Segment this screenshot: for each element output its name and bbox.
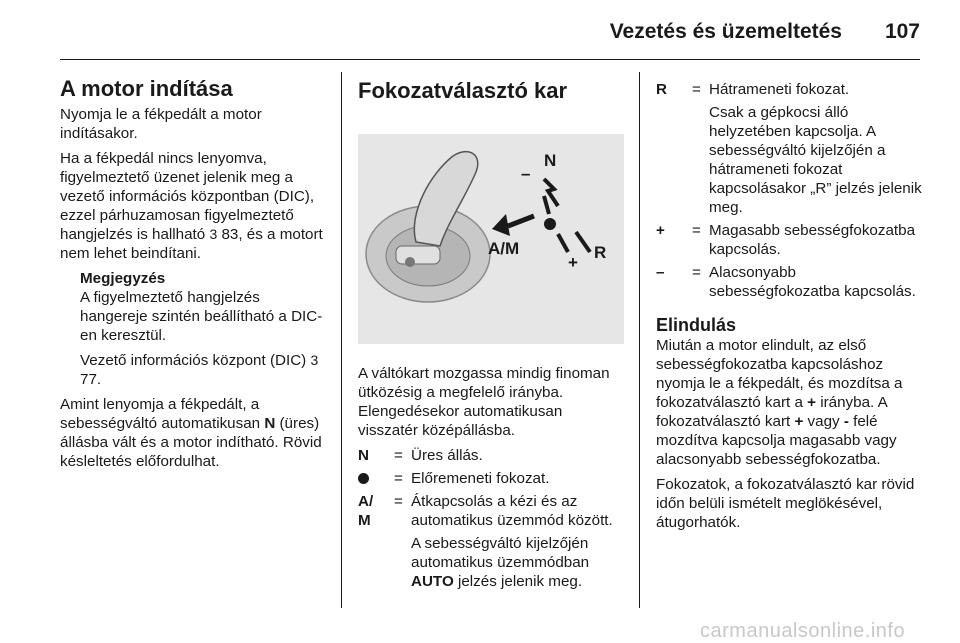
label-am: A/M — [488, 239, 520, 258]
gear-lever-illustration — [358, 134, 624, 344]
paragraph: Miután a motor elindult, az első sebességfokozatba kapcsoláshoz nyomja le a fékpedált, és mozdítsa a fokozatválasztó kart a + irányba. A fokozatválasztó kart + vagy - felé mozdítva kapcsolja magasabb vagy alacsonyabb sebességfokozatba. — [656, 337, 903, 468]
section-heading-starting: Elindulás — [656, 315, 737, 335]
column-divider-1 — [341, 72, 342, 608]
drive-dot-icon — [358, 473, 369, 484]
header-rule — [60, 59, 920, 60]
column-motor-start — [60, 76, 330, 477]
page-ref-icon: 3 — [209, 226, 218, 242]
definition-drive: = Előremeneti fokozat. — [358, 469, 626, 488]
label-minus: – — [521, 164, 531, 183]
paragraph: Ha a fékpedál nincs lenyomva, figyelmeztető üzenet jelenik meg a vezető információs központban (DIC), ezzel párhuzamosan figyelmeztető hangjelzés is hallható 3 83, és a motort nem lehet beindítani. — [60, 150, 323, 262]
note-ref: Vezető információs központ (DIC) 3 77. — [80, 352, 319, 388]
column-starting — [656, 80, 924, 538]
gear-lever-diagram — [358, 134, 624, 344]
definition-n: N = Üres állás. — [358, 447, 483, 464]
paragraph: Amint lenyomja a fékpedált, a sebességváltó automatikusan N (üres) állásba vált és a motor indítható. Rövid késleltetés előfordulhat. — [60, 396, 322, 470]
paragraph: Fokozatok, a fokozatválasztó kar rövid időn belüli ismételt meglökésével, átugorhatók. — [656, 476, 915, 531]
page-number: 107 — [884, 20, 920, 43]
definition-r-extra: Csak a gépkocsi álló helyzetében kapcsolja. A sebességváltó kijelzőjén a hátrameneti fokozat kapcsolásakor „R” jelzés jelenik meg. — [709, 104, 922, 216]
section-heading-motor-start: A motor indítása — [60, 76, 233, 101]
definition-minus: – = Alacsonyabb sebességfokozatba kapcsolás. — [656, 264, 916, 300]
definition-am: A/ M = Átkapcsolás a kézi és az automatikus üzemmód között. — [358, 493, 613, 529]
definition-r: R = Hátrameneti fokozat. — [656, 81, 850, 98]
section-heading-gear-selector: Fokozatválasztó kar — [358, 78, 568, 103]
column-divider-2 — [639, 72, 640, 608]
label-n: N — [544, 151, 557, 170]
paragraph: Nyomja le a fékpedált a motor indításakor. — [60, 106, 262, 142]
definition-am-extra: A sebességváltó kijelzőjén automatikus üzemmódban AUTO jelzés jelenik meg. — [411, 535, 590, 590]
page-header — [0, 0, 960, 60]
column-gear-selector — [358, 78, 626, 595]
label-plus: + — [568, 253, 578, 272]
page-ref-icon: 3 — [310, 352, 319, 368]
header-title: Vezetés és üzemeltetés — [609, 20, 842, 43]
watermark: carmanualsonline.info — [700, 620, 906, 642]
note-text: A figyelmeztető hangjelzés hangereje szintén beállítható a DIC-en keresztül. — [80, 289, 323, 344]
definition-plus: + = Magasabb sebességfokozatba kapcsolás. — [656, 222, 916, 258]
note-block — [60, 269, 330, 389]
paragraph: A váltókart mozgassa mindig finoman ütközésig a megfelelő irányba. Elengedésekor automatikusan visszatér középállásba. — [358, 365, 610, 439]
label-r: R — [594, 243, 607, 262]
note-title: Megjegyzés — [80, 270, 166, 287]
